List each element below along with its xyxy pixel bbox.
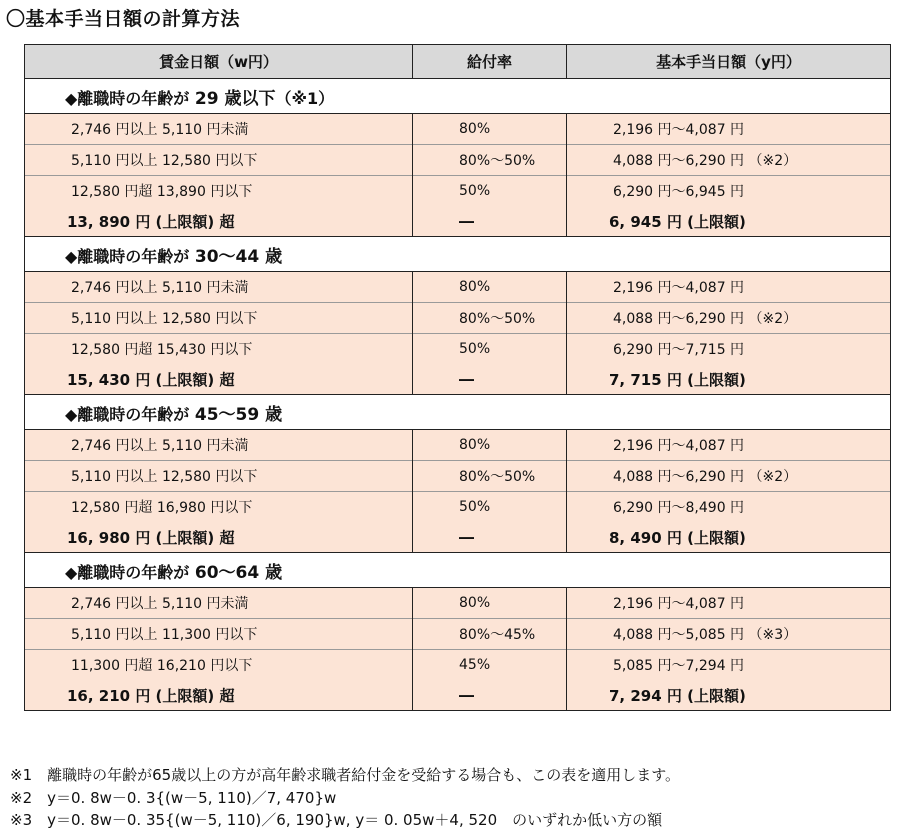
rate-cell: 80% <box>413 272 567 303</box>
rate-cell: 45% <box>413 650 567 681</box>
amount-cell: 4,088 円～6,290 円 （※2） <box>567 303 891 334</box>
table-row <box>25 650 891 681</box>
rate-cell: 80%～50% <box>413 461 567 492</box>
footnote-1: ※1 離職時の年齢が65歳以上の方が高年齢求職者給付金を受給する場合も、この表を適用します。 <box>10 766 681 784</box>
wage-cell: 13, 890 円 (上限額) 超 <box>25 206 413 237</box>
table-row-limit <box>25 522 891 553</box>
amount-cell: 4,088 円～5,085 円 （※3） <box>567 619 891 650</box>
table-row <box>25 619 891 650</box>
wage-cell: 2,746 円以上 5,110 円未満 <box>25 272 413 303</box>
wage-cell: 16, 210 円 (上限額) 超 <box>25 680 413 711</box>
header-wage: 賃金日額（w円） <box>25 45 413 79</box>
group-age: 45～59 歳 <box>194 404 283 425</box>
group-label <box>25 79 891 114</box>
page-title: 〇基本手当日額の計算方法 <box>6 8 241 30</box>
rate-cell: 80%～50% <box>413 303 567 334</box>
header-amount: 基本手当日額（y円） <box>567 45 891 79</box>
group-label <box>25 553 891 588</box>
header-rate: 給付率 <box>413 45 567 79</box>
wage-cell: 2,746 円以上 5,110 円未満 <box>25 588 413 619</box>
footnote-3: ※3 y＝0. 8w－0. 35{(w－5, 110)／6, 190}w, y＝ 0. 05w＋4, 520 のいずれか低い方の額 <box>10 811 663 829</box>
rate-cell: 50% <box>413 492 567 523</box>
table-row <box>25 145 891 176</box>
group-header-row <box>25 395 891 430</box>
table-row <box>25 176 891 207</box>
rate-cell: 80%～50% <box>413 145 567 176</box>
rate-cell: 80% <box>413 430 567 461</box>
group-prefix: ◆離職時の年齢が <box>65 562 190 582</box>
table-row <box>25 272 891 303</box>
table-row <box>25 430 891 461</box>
group-header-row <box>25 79 891 114</box>
amount-cell: 2,196 円～4,087 円 <box>567 588 891 619</box>
footnote-2: ※2 y＝0. 8w－0. 3{(w－5, 110)／7, 470}w <box>10 788 337 807</box>
table-row <box>25 588 891 619</box>
amount-cell: 4,088 円～6,290 円 （※2） <box>567 461 891 492</box>
benefit-table <box>24 44 891 711</box>
footnotes <box>10 764 680 832</box>
wage-cell: 5,110 円以上 12,580 円以下 <box>25 145 413 176</box>
wage-cell: 5,110 円以上 12,580 円以下 <box>25 461 413 492</box>
wage-cell: 11,300 円超 16,210 円以下 <box>25 650 413 681</box>
group-header-row <box>25 553 891 588</box>
rate-cell: 80% <box>413 114 567 145</box>
table-row-limit <box>25 364 891 395</box>
amount-cell: 6, 945 円 (上限額) <box>567 206 891 237</box>
table-row <box>25 114 891 145</box>
rate-cell: 80% <box>413 588 567 619</box>
group-header-row <box>25 237 891 272</box>
wage-cell: 12,580 円超 13,890 円以下 <box>25 176 413 207</box>
amount-cell: 2,196 円～4,087 円 <box>567 430 891 461</box>
table-header-row <box>25 45 891 79</box>
amount-cell: 2,196 円～4,087 円 <box>567 272 891 303</box>
amount-cell: 6,290 円～6,945 円 <box>567 176 891 207</box>
amount-cell: 7, 294 円 (上限額) <box>567 680 891 711</box>
wage-cell: 5,110 円以上 12,580 円以下 <box>25 303 413 334</box>
table-row <box>25 303 891 334</box>
group-label <box>25 395 891 430</box>
rate-cell: ― <box>413 364 567 395</box>
amount-cell: 6,290 円～7,715 円 <box>567 334 891 365</box>
rate-cell: ― <box>413 522 567 553</box>
table-row <box>25 334 891 365</box>
group-age: 29 歳以下 <box>194 88 276 109</box>
amount-cell: 8, 490 円 (上限額) <box>567 522 891 553</box>
amount-cell: 7, 715 円 (上限額) <box>567 364 891 395</box>
amount-cell: 5,085 円～7,294 円 <box>567 650 891 681</box>
amount-cell: 6,290 円～8,490 円 <box>567 492 891 523</box>
wage-cell: 15, 430 円 (上限額) 超 <box>25 364 413 395</box>
rate-cell: 50% <box>413 334 567 365</box>
wage-cell: 12,580 円超 15,430 円以下 <box>25 334 413 365</box>
group-prefix: ◆離職時の年齢が <box>65 404 190 424</box>
rate-cell: 80%～45% <box>413 619 567 650</box>
group-suffix: （※1） <box>275 88 335 108</box>
wage-cell: 5,110 円以上 11,300 円以下 <box>25 619 413 650</box>
rate-cell: ― <box>413 680 567 711</box>
table-row <box>25 461 891 492</box>
table-row <box>25 492 891 523</box>
wage-cell: 12,580 円超 16,980 円以下 <box>25 492 413 523</box>
group-prefix: ◆離職時の年齢が <box>65 88 190 108</box>
wage-cell: 2,746 円以上 5,110 円未満 <box>25 114 413 145</box>
wage-cell: 16, 980 円 (上限額) 超 <box>25 522 413 553</box>
amount-cell: 2,196 円～4,087 円 <box>567 114 891 145</box>
group-age: 60～64 歳 <box>194 562 283 583</box>
table-row-limit <box>25 206 891 237</box>
amount-cell: 4,088 円～6,290 円 （※2） <box>567 145 891 176</box>
group-label <box>25 237 891 272</box>
group-age: 30～44 歳 <box>194 246 283 267</box>
group-prefix: ◆離職時の年齢が <box>65 246 190 266</box>
wage-cell: 2,746 円以上 5,110 円未満 <box>25 430 413 461</box>
table-row-limit <box>25 680 891 711</box>
rate-cell: 50% <box>413 176 567 207</box>
rate-cell: ― <box>413 206 567 237</box>
